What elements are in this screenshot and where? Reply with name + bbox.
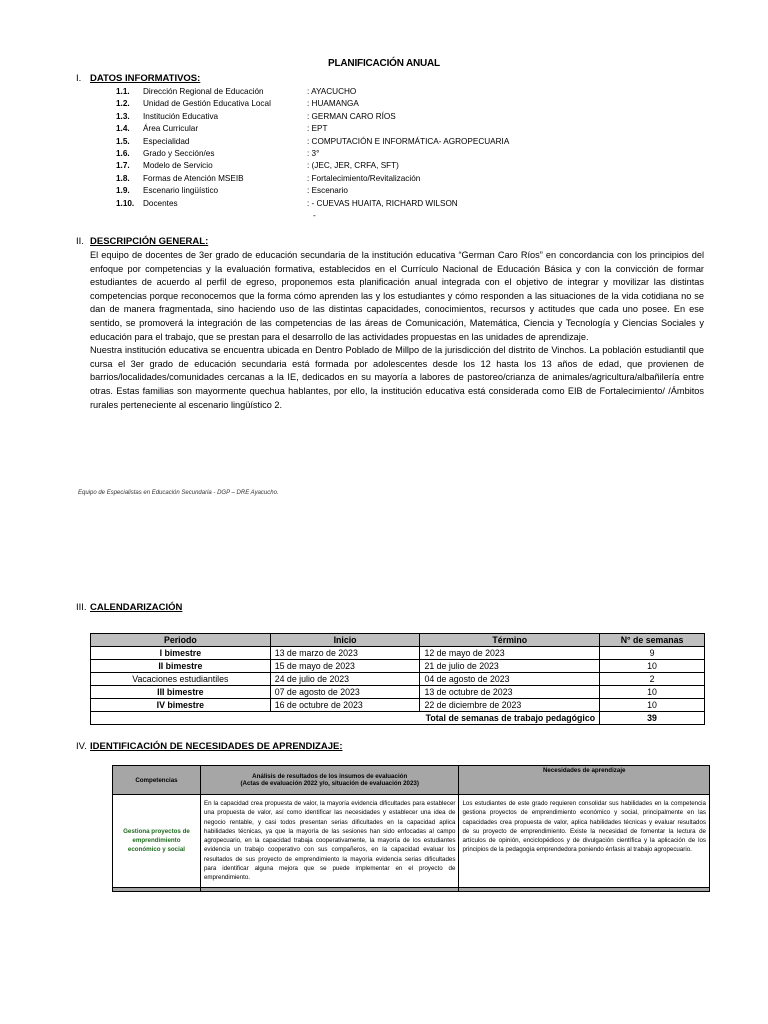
info-row bbox=[0, 137, 768, 149]
analysis-cell: En la capacidad crea propuesta de valor, la mayoría evidencia dificultades para establecer una propuesta de valor, así como identificar las necesidades y establecer una idea de negocio rentable, y casi todos presentan serias dificultades en la capacidad aplica habilidades técnicas, ya que la mayoría de las sesiones han sido enfocadas al campo agropecuario, en la capacidad trabaja cooperativamente, la mayoría de los estudiantes evidencia un trabajo cooperativo con sus compañeros, en la capacidad evaluar los resultados de sus proyecto de emprendimiento la mayoría evidencia serias dificultades para identificar alguna mejora que se puede implementar en el proyecto de emprendimiento. bbox=[200, 795, 459, 888]
info-label: Docentes bbox=[143, 198, 178, 208]
needs-cell: Los estudiantes de este grado requieren consolidar sus habilidades en la competencia gestiona proyectos de emprendimiento económico y social, principalmente en las capacidades crea propuesta de valor, aplica habilidades técnicas y evaluar resultados de su proyecto de emprendimiento. Existe la necesidad de fomentar la lectura de artículos de opinión, enciclopédicos y de divulgación científica y la aplicación de los principios de la pedagogía emprendedora poniendo énfasis al trabajo agropecuario. bbox=[459, 795, 710, 888]
period-cell: Vacaciones estudiantiles bbox=[91, 673, 271, 686]
section-number: IV. bbox=[76, 741, 87, 752]
info-row bbox=[0, 124, 768, 136]
info-label: Grado y Sección/es bbox=[143, 149, 215, 158]
description-paragraph-2: Nuestra institución educativa se encuentra ubicada en Dentro Poblado de Millpo de la jurisdicción del distrito de Vinchos. La población estudiantil que cursa el 3er grado de educación secundaria está formada por adolescentes desde los 12 hasta los 13 años de edad, que provienen de barrios/localidades/comunidades cercanas a la IE, dedicados en su mayoría a labores de pastoreo/crianza de animales/agricultura/albañilería entre otras. Estas familias son mayormente quechua hablantes, por ello, la institución educativa está considerada como EIB de Fortalecimiento/ /Ámbitos rurales perteneciente al escenario lingüístico 2. bbox=[90, 345, 704, 410]
info-row bbox=[0, 186, 768, 198]
info-value: : 3° bbox=[307, 149, 320, 158]
end-date-cell: 22 de diciembre de 2023 bbox=[420, 699, 600, 712]
header-analisis bbox=[200, 766, 459, 795]
weeks-cell: 9 bbox=[600, 647, 705, 660]
info-label: Formas de Atención MSEIB bbox=[143, 173, 244, 183]
competence-cell: Gestiona proyectos de emprendimiento económico y social bbox=[113, 795, 201, 888]
total-value: 39 bbox=[600, 712, 705, 725]
info-row bbox=[0, 99, 768, 111]
info-label: Escenario lingüístico bbox=[143, 186, 219, 196]
header-analisis-subtitle: (Actas de evaluación 2022 y/o, situación de evaluación 2023) bbox=[240, 780, 419, 787]
total-blank-cell bbox=[91, 712, 271, 725]
header-inicio: Inicio bbox=[270, 634, 420, 647]
period-cell: II bimestre bbox=[91, 660, 271, 673]
description-paragraph-1: El equipo de docentes de 3er grado de educación secundaria de la institución educativa “German Caro Ríos” en concordancia con los principios del enfoque por competencias y la evaluación formativa, establecidos en el Currículo Nacional de Educación Básica y con la convicción de formar estudiantes de acuerdo al perfil de egreso, proponemos esta planificación anual integrada con el objetivo de integrar y movilizar las distintas competencias porque reconocemos que la forma cómo aprenden las y los estudiantes y cómo responden a las situaciones de la vida cotidiana no se dan de manera fragmentada, sino haciendo uso de las distintas capacidades, conocimientos, recursos y actitudes que cada uno posee. En ese sentido, se promoverá la integración de las competencias de las áreas de Comunicación, Matemática, Ciencia y Tecnología y Ciencias Sociales y educación para el trabajo, que se prestan para el desarrollo de las actividades propuestas en las unidades de aprendizaje. bbox=[90, 250, 704, 342]
info-number: 1.8. bbox=[116, 173, 130, 183]
header-competencias: Competencias bbox=[113, 766, 201, 795]
info-number: 1.5. bbox=[116, 136, 130, 146]
weeks-cell: 10 bbox=[600, 686, 705, 699]
total-label: Total de semanas de trabajo pedagógico bbox=[270, 712, 599, 725]
info-row bbox=[0, 174, 768, 186]
section-number: I. bbox=[76, 73, 82, 84]
calendar-row bbox=[91, 647, 705, 660]
info-value: : EPT bbox=[307, 124, 328, 134]
start-date-cell: 13 de marzo de 2023 bbox=[270, 647, 420, 660]
needs-footer-bar bbox=[113, 887, 710, 891]
section-label: DATOS INFORMATIVOS: bbox=[90, 73, 201, 84]
info-value: : - CUEVAS HUAITA, RICHARD WILSON bbox=[307, 198, 458, 208]
description-text bbox=[90, 249, 704, 412]
info-label: Área Curricular bbox=[143, 124, 199, 134]
info-number: 1.9. bbox=[116, 186, 130, 196]
info-value: : Escenario bbox=[307, 186, 348, 196]
header-termino: Término bbox=[420, 634, 600, 647]
calendar-row bbox=[91, 660, 705, 673]
info-number: 1.7. bbox=[116, 161, 130, 171]
start-date-cell: 07 de agosto de 2023 bbox=[270, 686, 420, 699]
needs-header-row bbox=[113, 766, 710, 795]
calendar-row bbox=[91, 673, 705, 686]
info-value: : AYACUCHO bbox=[307, 87, 357, 96]
section-4-heading bbox=[76, 741, 342, 752]
footer-note: Equipo de Especialistas en Educación Secundaria - DGP – DRE Ayacucho. bbox=[78, 490, 279, 496]
info-number: 1.2. bbox=[116, 99, 130, 109]
end-date-cell: 13 de octubre de 2023 bbox=[420, 686, 600, 699]
period-cell: I bimestre bbox=[91, 647, 271, 660]
info-label: Unidad de Gestión Educativa Local bbox=[143, 99, 271, 109]
calendar-table bbox=[90, 633, 705, 725]
info-label: Especialidad bbox=[143, 136, 190, 146]
info-extra-value: - bbox=[313, 211, 316, 220]
info-value: : GERMAN CARO RÍOS bbox=[307, 111, 396, 121]
section-1-heading bbox=[76, 73, 200, 84]
period-cell: IV bimestre bbox=[91, 699, 271, 712]
header-necesidades: Necesidades de aprendizaje bbox=[459, 766, 710, 795]
info-value: : HUAMANGA bbox=[307, 99, 359, 109]
info-number: 1.4. bbox=[116, 124, 130, 134]
info-label: Institución Educativa bbox=[143, 111, 219, 121]
section-2-heading bbox=[76, 236, 208, 247]
info-number: 1.10. bbox=[116, 198, 135, 208]
info-row bbox=[0, 87, 768, 99]
end-date-cell: 12 de mayo de 2023 bbox=[420, 647, 600, 660]
section-label: DESCRIPCIÓN GENERAL: bbox=[90, 236, 209, 247]
document-title: PLANIFICACIÓN ANUAL bbox=[328, 58, 440, 69]
section-3-heading bbox=[76, 602, 182, 613]
info-label: Dirección Regional de Educación bbox=[143, 87, 264, 96]
info-value: : Fortalecimiento/Revitalización bbox=[307, 173, 421, 183]
calendar-row bbox=[91, 699, 705, 712]
start-date-cell: 15 de mayo de 2023 bbox=[270, 660, 420, 673]
end-date-cell: 21 de julio de 2023 bbox=[420, 660, 600, 673]
section-number: III. bbox=[76, 602, 87, 613]
weeks-cell: 2 bbox=[600, 673, 705, 686]
period-cell: III bimestre bbox=[91, 686, 271, 699]
start-date-cell: 24 de julio de 2023 bbox=[270, 673, 420, 686]
info-number: 1.1. bbox=[116, 87, 130, 96]
info-value: : COMPUTACIÓN E INFORMÁTICA- AGROPECUARIA bbox=[307, 136, 510, 146]
info-number: 1.6. bbox=[116, 149, 130, 158]
info-row bbox=[0, 112, 768, 124]
section-label: CALENDARIZACIÓN bbox=[90, 602, 183, 613]
calendar-row bbox=[91, 686, 705, 699]
info-number: 1.3. bbox=[116, 111, 130, 121]
info-label: Modelo de Servicio bbox=[143, 161, 213, 171]
section-number: II. bbox=[76, 236, 84, 247]
header-periodo: Periodo bbox=[91, 634, 271, 647]
section-label: IDENTIFICACIÓN DE NECESIDADES DE APRENDIZAJE: bbox=[90, 741, 343, 752]
info-row bbox=[0, 149, 768, 161]
calendar-body bbox=[91, 647, 705, 725]
header-semanas: N° de semanas bbox=[600, 634, 705, 647]
weeks-cell: 10 bbox=[600, 660, 705, 673]
info-row bbox=[0, 199, 768, 211]
weeks-cell: 10 bbox=[600, 699, 705, 712]
info-extra-row bbox=[0, 211, 768, 223]
header-analisis-title: Análisis de resultados de los insumos de evaluación bbox=[252, 773, 408, 780]
start-date-cell: 16 de octubre de 2023 bbox=[270, 699, 420, 712]
info-value: : (JEC, JER, CRFA, SFT) bbox=[307, 161, 399, 171]
calendar-header-row bbox=[91, 634, 705, 647]
calendar-total-row bbox=[91, 712, 705, 725]
end-date-cell: 04 de agosto de 2023 bbox=[420, 673, 600, 686]
needs-table bbox=[112, 765, 710, 892]
needs-row bbox=[113, 795, 710, 888]
info-row bbox=[0, 161, 768, 173]
